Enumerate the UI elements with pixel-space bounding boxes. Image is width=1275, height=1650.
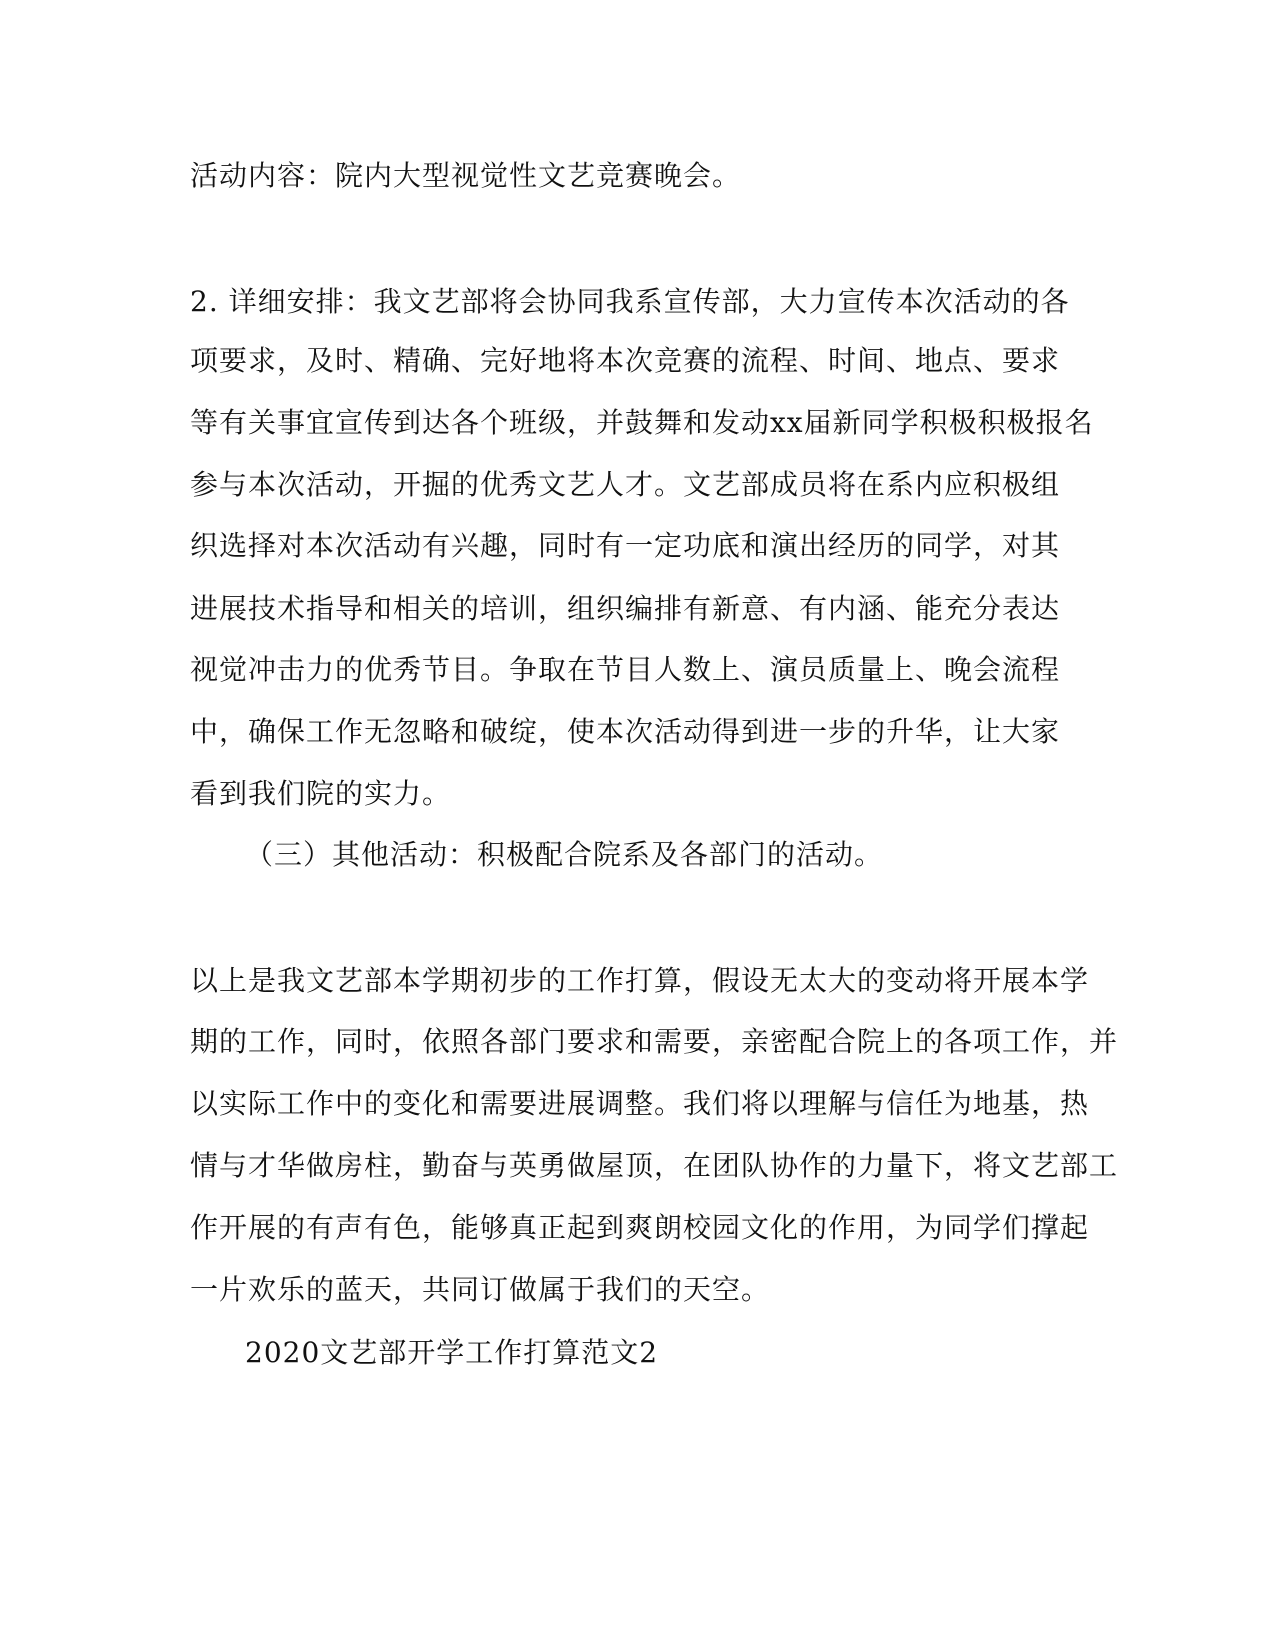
paragraph-line: 以实际工作中的变化和需要进展调整。我们将以理解与信任为地基，热 xyxy=(190,1087,1090,1120)
paragraph-line: 以上是我文艺部本学期初步的工作打算，假设无太大的变动将开展本学 xyxy=(190,964,1090,997)
paragraph-line: 看到我们院的实力。 xyxy=(190,777,452,810)
paragraph-line: 项要求，及时、精确、完好地将本次竞赛的流程、时间、地点、要求 xyxy=(190,344,1061,377)
paragraph-line: 2. 详细安排：我文艺部将会协同我系宣传部，大力宣传本次活动的各 xyxy=(190,285,1070,318)
paragraph-line: 参与本次活动，开掘的优秀文艺人才。文艺部成员将在系内应积极组 xyxy=(190,468,1061,501)
paragraph-line: 进展技术指导和相关的培训，组织编排有新意、有内涵、能充分表达 xyxy=(190,592,1061,625)
paragraph-line: 一片欢乐的蓝天，共同订做属于我们的天空。 xyxy=(190,1273,771,1306)
paragraph-line: 情与才华做房柱，勤奋与英勇做屋顶，在团队协作的力量下，将文艺部工 xyxy=(190,1149,1119,1182)
paragraph-line: 中，确保工作无忽略和破绽，使本次活动得到进一步的升华，让大家 xyxy=(190,715,1061,748)
paragraph-line: 视觉冲击力的优秀节目。争取在节目人数上、演员质量上、晚会流程 xyxy=(190,653,1061,686)
paragraph-line: 作开展的有声有色，能够真正起到爽朗校园文化的作用，为同学们撑起 xyxy=(190,1211,1090,1244)
section-heading: 2020文艺部开学工作打算范文2 xyxy=(245,1336,659,1369)
activity-content-line: 活动内容：院内大型视觉性文艺竞赛晚会。 xyxy=(190,159,742,192)
other-activities-line: （三）其他活动：积极配合院系及各部门的活动。 xyxy=(245,838,884,871)
paragraph-line: 期的工作，同时，依照各部门要求和需要，亲密配合院上的各项工作，并 xyxy=(190,1025,1119,1058)
paragraph-line: 等有关事宜宣传到达各个班级，并鼓舞和发动xx届新同学积极积极报名 xyxy=(190,406,1094,439)
paragraph-line: 织选择对本次活动有兴趣，同时有一定功底和演出经历的同学，对其 xyxy=(190,529,1061,562)
